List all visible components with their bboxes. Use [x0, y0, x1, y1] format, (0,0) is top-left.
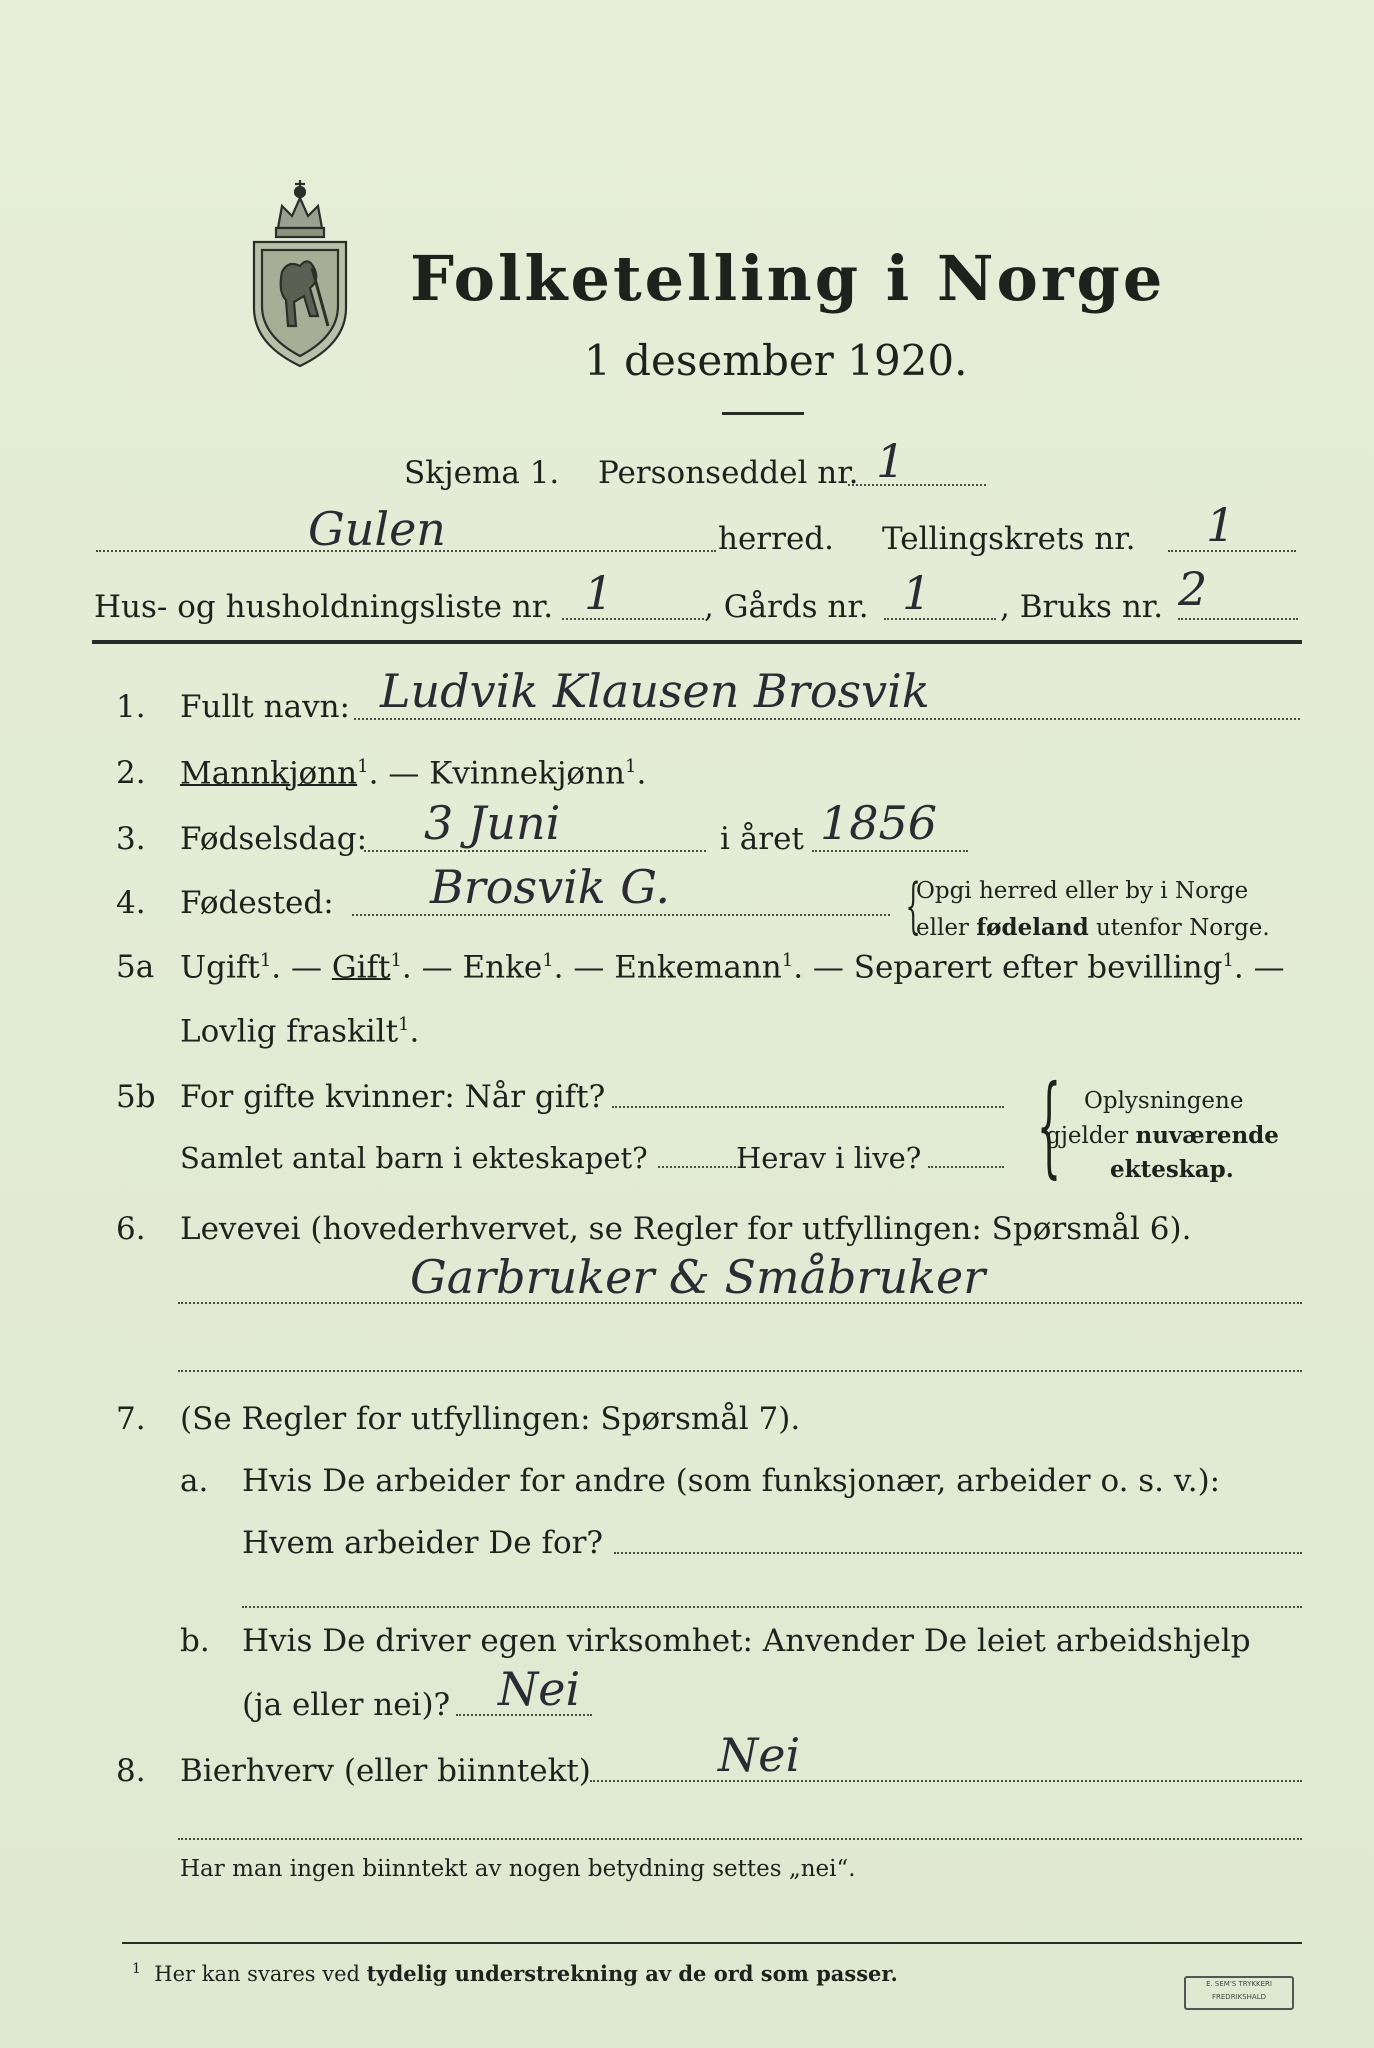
gender-male[interactable]: Mannkjønn: [180, 755, 358, 792]
q5b-note-1: Oplysningene: [1084, 1088, 1244, 1114]
form-title: Folketelling i Norge: [410, 242, 1166, 315]
q1-line: [354, 718, 1300, 720]
year-line: [812, 850, 968, 852]
herred-value[interactable]: Gulen: [308, 502, 446, 556]
status-separert[interactable]: Separert efter bevilling: [853, 949, 1223, 986]
status-lovlig-fraskilt[interactable]: Lovlig fraskilt: [180, 1013, 399, 1050]
status-enkemann[interactable]: Enkemann: [614, 949, 782, 986]
employer-line-1: [614, 1552, 1302, 1554]
gender-end: .: [636, 755, 647, 792]
q7a-label: Hvis De arbeider for andre (som funksjonær, arbeider o. s. v.):: [242, 1463, 1221, 1499]
bruks-line: [1178, 618, 1298, 620]
q3-label: Fødselsdag:: [180, 821, 368, 857]
alive-line: [928, 1166, 1004, 1168]
status-enke[interactable]: Enke: [462, 949, 543, 986]
form-date: 1 desember 1920.: [584, 336, 968, 385]
full-name-value[interactable]: Ludvik Klausen Brosvik: [380, 664, 930, 718]
q7b-label-2: (ja eller nei)?: [242, 1687, 451, 1723]
q7a-number: a.: [180, 1463, 209, 1499]
q5b-label-children: Samlet antal barn i ekteskapet?: [180, 1141, 648, 1175]
q7-number: 7.: [116, 1401, 146, 1437]
q2-options: [180, 755, 647, 792]
q7-label: (Se Regler for utfyllingen: Spørsmål 7).: [180, 1401, 801, 1437]
year-label: i året: [720, 821, 804, 857]
birthplace-value[interactable]: Brosvik G.: [430, 860, 671, 914]
children-line: [658, 1166, 736, 1168]
q4-number: 4.: [116, 885, 146, 921]
q4-label: Fødested:: [180, 885, 334, 921]
gards-label: , Gårds nr.: [704, 589, 869, 625]
birth-year-value[interactable]: 1856: [820, 796, 938, 850]
husliste-label: Hus- og husholdningsliste nr.: [94, 589, 554, 625]
gards-line: [884, 618, 996, 620]
q7b-label: Hvis De driver egen virksomhet: Anvender De leiet arbeidshjelp: [242, 1623, 1251, 1659]
status-ugift[interactable]: Ugift: [180, 949, 260, 986]
q5a-options-cont: Lovlig fraskilt$^1$.: [180, 1013, 420, 1050]
herred-label: herred.: [718, 521, 834, 557]
birthplace-note-2: eller fødeland utenfor Norge.: [916, 914, 1270, 941]
bruks-value[interactable]: 2: [1178, 562, 1208, 616]
birthday-value[interactable]: 3 Juni: [424, 796, 561, 850]
personseddel-value[interactable]: 1: [876, 434, 906, 488]
q2-number: 2.: [116, 755, 146, 791]
q5b-label-married: For gifte kvinner: Når gift?: [180, 1079, 606, 1115]
q5b-label-alive: Herav i live?: [736, 1141, 922, 1175]
q6-number: 6.: [116, 1211, 146, 1247]
tellingskrets-label: Tellingskrets nr.: [882, 521, 1136, 557]
occupation-value[interactable]: Garbruker & Småbruker: [410, 1250, 986, 1304]
q8-number: 8.: [116, 1753, 146, 1789]
q7b-number: b.: [180, 1623, 210, 1659]
q3-number: 3.: [116, 821, 146, 857]
gards-value[interactable]: 1: [902, 566, 932, 620]
q5b-number: 5b: [116, 1079, 156, 1115]
footer-note: Har man ingen biinntekt av nogen betydning settes „nei“.: [180, 1856, 856, 1882]
side-income-value[interactable]: Nei: [718, 1728, 801, 1782]
footer-rule: [122, 1942, 1302, 1944]
printer-stamp: E. SEM'S TRYKKERI FREDRIKSHALD: [1184, 1976, 1294, 2010]
q5b-brace: {: [1036, 1061, 1062, 1189]
footnote-mark: 1: [625, 756, 637, 777]
status-gift[interactable]: Gift: [331, 949, 391, 986]
married-date-line: [612, 1106, 1004, 1108]
q5a-number: 5a: [116, 949, 155, 985]
skjema-label: Skjema 1.: [404, 455, 560, 491]
q8-label: Bierhverv (eller biinntekt): [180, 1753, 591, 1789]
q5a-options: Ugift$^1$. — Gift$^1$. — Enke$^1$. — Enkemann$^1$. — Separert efter bevilling$^1$. —: [180, 949, 1285, 986]
gender-separator: . —: [368, 755, 430, 792]
personseddel-label: Personseddel nr.: [598, 455, 859, 491]
tellingskrets-value[interactable]: 1: [1206, 498, 1236, 552]
gender-female[interactable]: Kvinnekjønn: [429, 755, 626, 792]
title-divider: [722, 412, 804, 415]
birthday-line: [364, 850, 706, 852]
employer-line-2: [242, 1606, 1302, 1608]
bruks-label: , Bruks nr.: [1000, 589, 1164, 625]
hired-help-value[interactable]: Nei: [498, 1662, 581, 1716]
side-income-line-1: [590, 1780, 1302, 1782]
q4-brace: {: [905, 871, 921, 941]
q5b-note-3: ekteskap.: [1110, 1156, 1234, 1183]
husliste-value[interactable]: 1: [584, 566, 614, 620]
coat-of-arms-icon: [248, 176, 352, 368]
occupation-line-2: [178, 1370, 1302, 1372]
birthplace-line: [352, 914, 890, 916]
side-income-line-2: [178, 1838, 1302, 1840]
header-rule: [92, 640, 1302, 644]
q7a-label-2: Hvem arbeider De for?: [242, 1525, 604, 1561]
q6-label: Levevei (hovederhvervet, se Regler for utfyllingen: Spørsmål 6).: [180, 1211, 1192, 1247]
q1-number: 1.: [116, 689, 146, 725]
footnote-mark: 1: [357, 756, 369, 777]
birthplace-note-1: Opgi herred eller by i Norge: [916, 878, 1249, 904]
footnote: $^1$ Her kan svares ved tydelig understrekning av de ord som passer.: [132, 1961, 898, 1986]
q5b-note-2: gjelder nuværende: [1046, 1122, 1279, 1149]
personseddel-line: [848, 484, 986, 486]
q1-label: Fullt navn:: [180, 689, 350, 725]
